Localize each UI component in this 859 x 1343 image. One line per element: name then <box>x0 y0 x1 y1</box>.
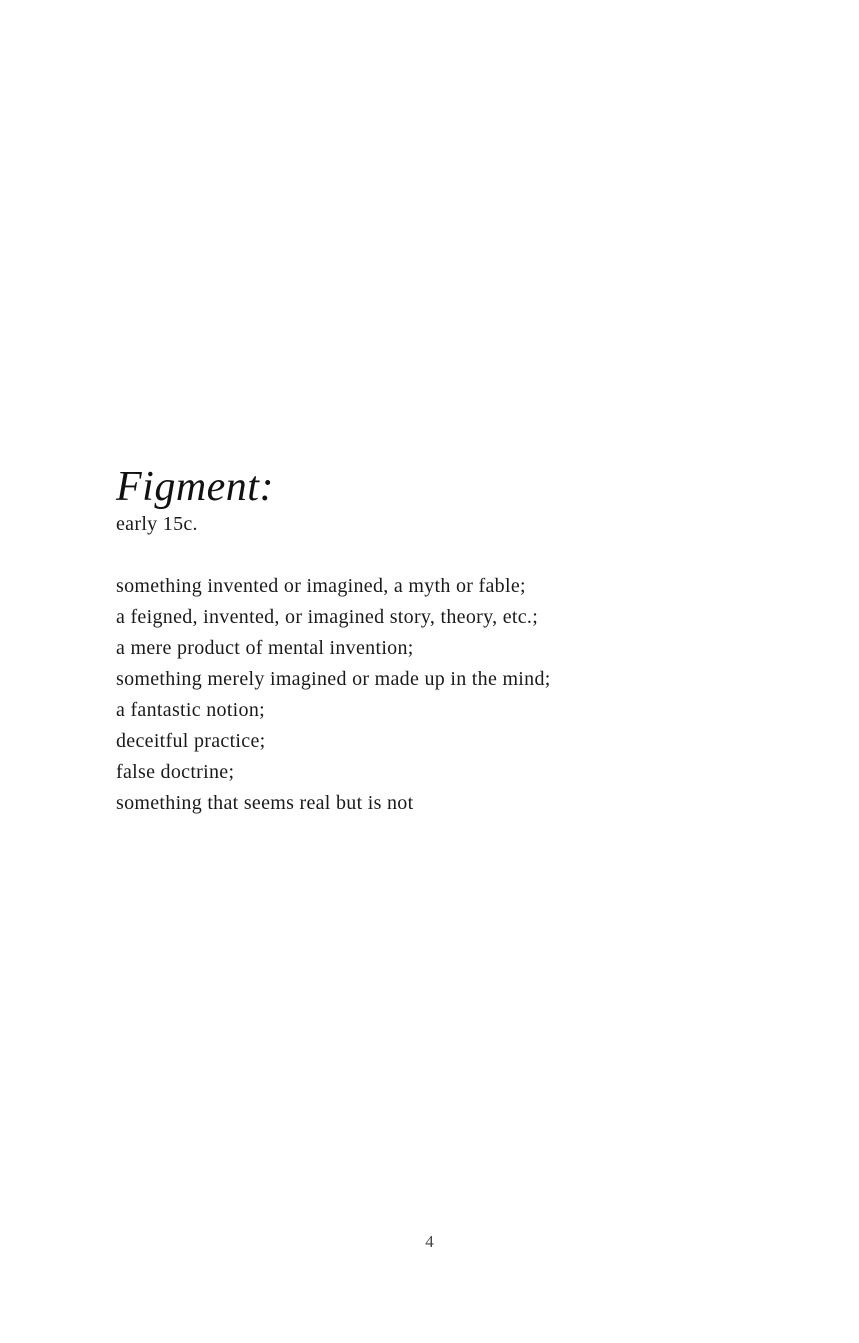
definition-item: something merely imagined or made up in the mind; <box>116 668 551 690</box>
definition-item: something that seems real but is not <box>116 792 414 814</box>
definition-item: false doctrine; <box>116 761 235 783</box>
etymology-date: early 15c. <box>116 513 198 535</box>
dictionary-entry <box>116 462 756 819</box>
definition-item: a mere product of mental invention; <box>116 637 414 659</box>
definition-item: something invented or imagined, a myth or fable; <box>116 575 526 597</box>
definition-item: a fantastic notion; <box>116 699 265 721</box>
definition-list <box>116 571 756 819</box>
definition-item: a feigned, invented, or imagined story, theory, etc.; <box>116 606 539 628</box>
headword: Figment: <box>116 464 274 510</box>
definition-item: deceitful practice; <box>116 730 266 752</box>
page-number: 4 <box>425 1232 434 1251</box>
